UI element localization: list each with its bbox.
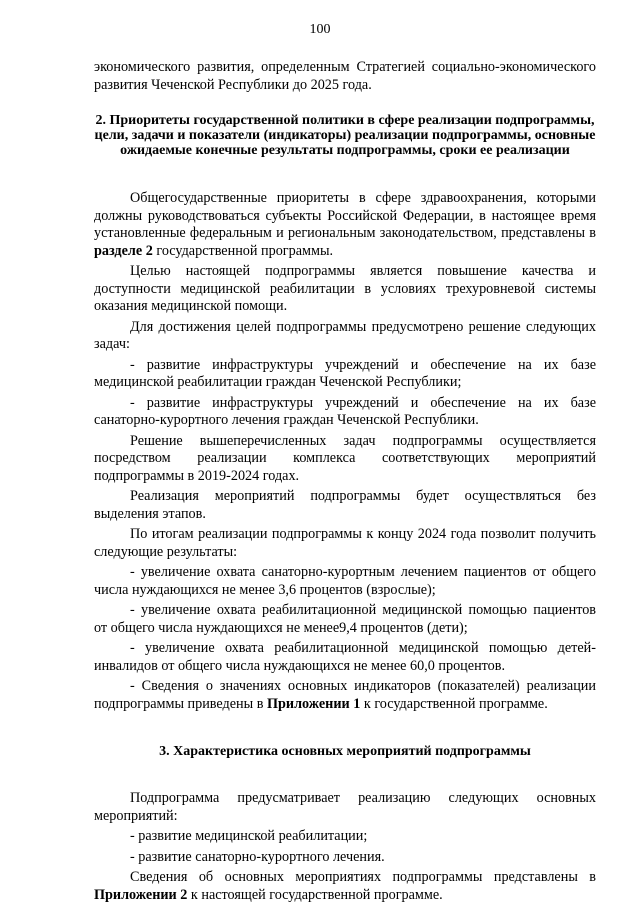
intro-paragraph: экономического развития, определенным Стратегией социально-экономического развития Чеченской Республики до 2025 года. bbox=[94, 59, 596, 93]
section-reference: разделе 2 bbox=[94, 242, 153, 259]
section-2-paragraph-results: По итогам реализации подпрограммы к концу 2024 года позволит получить следующие результаты: bbox=[94, 526, 596, 560]
section-2-heading: 2. Приоритеты государственной политики в сфере реализации подпрограммы, цели, задачи и показатели (индикаторы) реализации подпрограммы, основные ожидаемые конечные результаты подпрограммы, сроки ее реализации bbox=[94, 113, 596, 158]
result-item-2: - увеличение охвата реабилитационной медицинской помощью пациентов от общего числа нуждающихся не менее9,4 процентов (дети); bbox=[94, 602, 596, 636]
text-run: Общегосударственные приоритеты в сфере здравоохранения, которыми должны руководствоваться субъекты Российской Федерации, в настоящее время установленные федеральным и региональным законодательством, представлены в bbox=[94, 190, 596, 241]
section-3-heading: 3. Характеристика основных мероприятий подпрограммы bbox=[159, 744, 531, 759]
text-run: государственной программы. bbox=[152, 242, 334, 259]
document-body bbox=[94, 59, 596, 904]
task-item-1: - развитие инфраструктуры учреждений и обеспечение на их базе медицинской реабилитации граждан Чеченской Республики; bbox=[94, 356, 596, 390]
result-item-3: - увеличение охвата реабилитационной медицинской помощью детей-инвалидов от общего числа нуждающихся не менее 60,0 процентов. bbox=[94, 640, 596, 674]
section-2-paragraph-implementation: Решение вышеперечисленных задач подпрограммы осуществляется посредством реализации комплекса соответствующих мероприятий подпрограммы в 2019-2024 годах. bbox=[94, 432, 596, 484]
page-number: 100 bbox=[309, 22, 331, 37]
section-2-paragraph-goal: Целью настоящей подпрограммы является повышение качества и доступности медицинской реабилитации в условиях трехуровневой системы оказания медицинской помощи. bbox=[94, 263, 596, 314]
result-item-1: - увеличение охвата санаторно-курортным лечением пациентов от общего числа нуждающихся не менее 3,6 процентов (взрослые); bbox=[94, 564, 596, 598]
section-2-paragraph-tasks: Для достижения целей подпрограммы предусмотрено решение следующих задач: bbox=[94, 318, 596, 352]
section-2-paragraph-priorities bbox=[94, 190, 596, 260]
activity-item-1: - развитие медицинской реабилитации; bbox=[130, 828, 368, 844]
text-run: к государственной программе. bbox=[360, 695, 548, 712]
task-item-2: - развитие инфраструктуры учреждений и обеспечение на их базе санаторно-курортного лечения граждан Чеченской Республики. bbox=[94, 394, 596, 428]
appendix-reference: Приложении 1 bbox=[266, 695, 361, 712]
activity-item-2: - развитие санаторно-курортного лечения. bbox=[130, 848, 385, 865]
section-3-paragraph-appendix bbox=[94, 869, 596, 904]
result-item-4 bbox=[94, 678, 596, 713]
text-run: к настоящей государственной программе. bbox=[187, 886, 443, 903]
section-2-paragraph-stages: Реализация мероприятий подпрограммы будет осуществляться без выделения этапов. bbox=[94, 488, 596, 522]
text-run: Сведения об основных мероприятиях подпрограммы представлены в bbox=[130, 869, 596, 885]
text-run: - Сведения о значениях основных индикаторов (показателей) реализации подпрограммы приведены в bbox=[94, 678, 596, 712]
appendix-reference: Приложении 2 bbox=[94, 886, 188, 903]
section-3-paragraph-activities: Подпрограмма предусматривает реализацию следующих основных мероприятий: bbox=[94, 790, 596, 824]
